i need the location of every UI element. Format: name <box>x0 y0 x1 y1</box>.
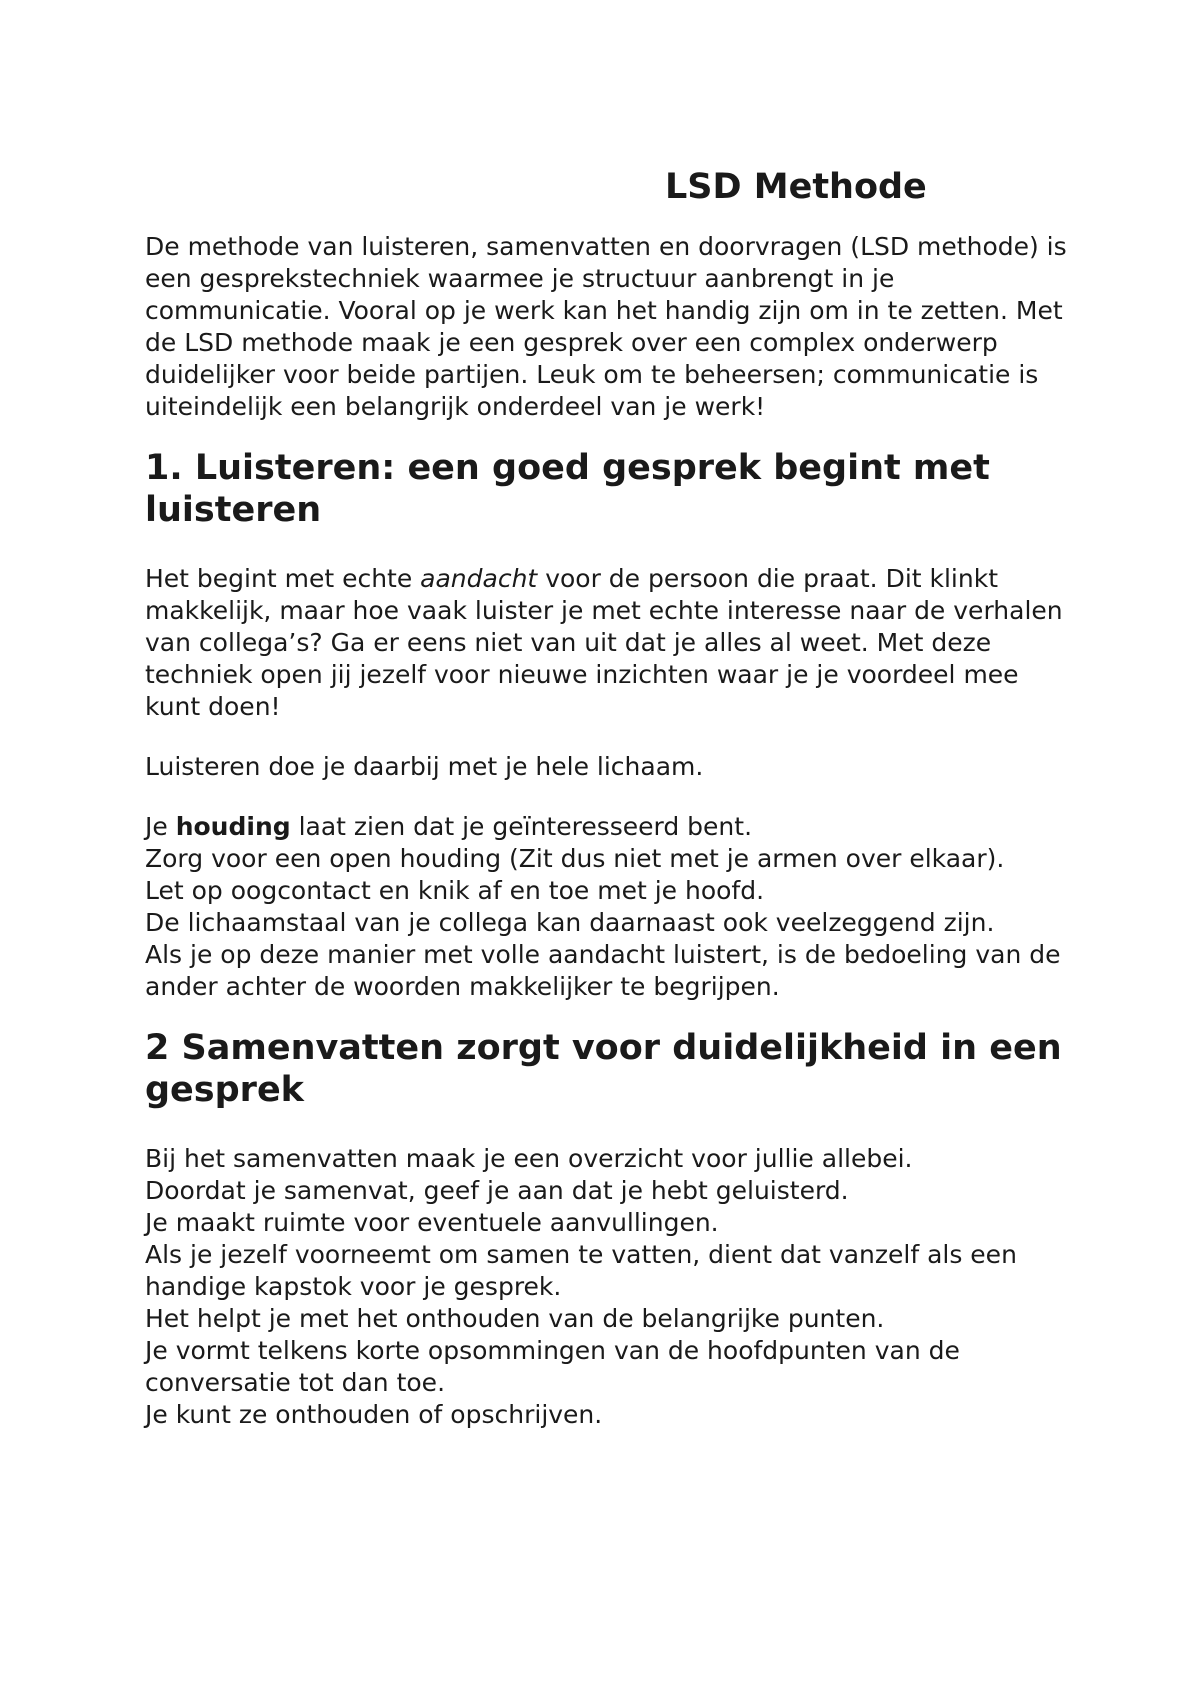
section-2-line: Bij het samenvatten maak je een overzicht voor jullie allebei. <box>145 1144 913 1173</box>
section-1-line-conclusion: Als je op deze manier met volle aandacht luistert, is de bedoeling van de ander achter de woorden makkelijker te begrijpen. <box>145 940 1061 1001</box>
section-2-line: Als je jezelf voorneemt om samen te vatten, dient dat vanzelf als een handige kapstok voor je gesprek. <box>145 1240 1017 1301</box>
section-2-line: Je kunt ze onthouden of opschrijven. <box>145 1400 603 1429</box>
section-2-line: Je maakt ruimte voor eventuele aanvullingen. <box>145 1208 719 1237</box>
section-2-line: Je vormt telkens korte opsommingen van de hoofdpunten van de conversatie tot dan toe. <box>145 1336 960 1397</box>
section-1-heading: 1. Luisteren: een goed gesprek begint met luisteren <box>145 448 990 530</box>
section-1-line-body-language: De lichaamstaal van je collega kan daarnaast ook veelzeggend zijn. <box>145 908 995 937</box>
section-1-paragraph-body: Luisteren doe je daarbij met je hele lichaam. <box>145 752 704 781</box>
text-span: Je <box>145 812 176 841</box>
section-1-line-posture <box>145 811 1075 843</box>
document-title: LSD Methode <box>665 167 927 207</box>
section-2-heading: 2 Samenvatten zorgt voor duidelijkheid in een gesprek <box>145 1028 1062 1110</box>
text-span: voor de persoon die praat. Dit klinkt makkelijk, maar hoe vaak luister je met echte interesse naar de verhalen van collega’s? Ga er eens niet van uit dat je alles al weet. Met deze techniek open jij jezelf voor nieuwe inzichten waar je je voordeel mee kunt doen! <box>145 564 1063 721</box>
intro-paragraph: De methode van luisteren, samenvatten en doorvragen (LSD methode) is een gesprekstechniek waarmee je structuur aanbrengt in je communicatie. Vooral op je werk kan het handig zijn om in te zetten. Met de LSD methode maak je een gesprek over een complex onderwerp duidelijker voor beide partijen. Leuk om te beheersen; communicatie is uiteindelijk een belangrijk onderdeel van je werk! <box>145 232 1067 421</box>
section-2-line: Het helpt je met het onthouden van de belangrijke punten. <box>145 1304 885 1333</box>
section-1-line-open-posture: Zorg voor een open houding (Zit dus niet met je armen over elkaar). <box>145 844 1005 873</box>
text-span: Het begint met echte <box>145 564 421 593</box>
section-1-paragraph-attention <box>145 563 1075 723</box>
text-span: laat zien dat je geïnteresseerd bent. <box>290 812 753 841</box>
bold-houding: houding <box>175 812 291 841</box>
section-2-line: Doordat je samenvat, geef je aan dat je hebt geluisterd. <box>145 1176 849 1205</box>
emphasis-aandacht: aandacht <box>420 564 538 593</box>
section-1-line-eye-contact: Let op oogcontact en knik af en toe met je hoofd. <box>145 876 765 905</box>
document-page <box>145 165 1075 1431</box>
